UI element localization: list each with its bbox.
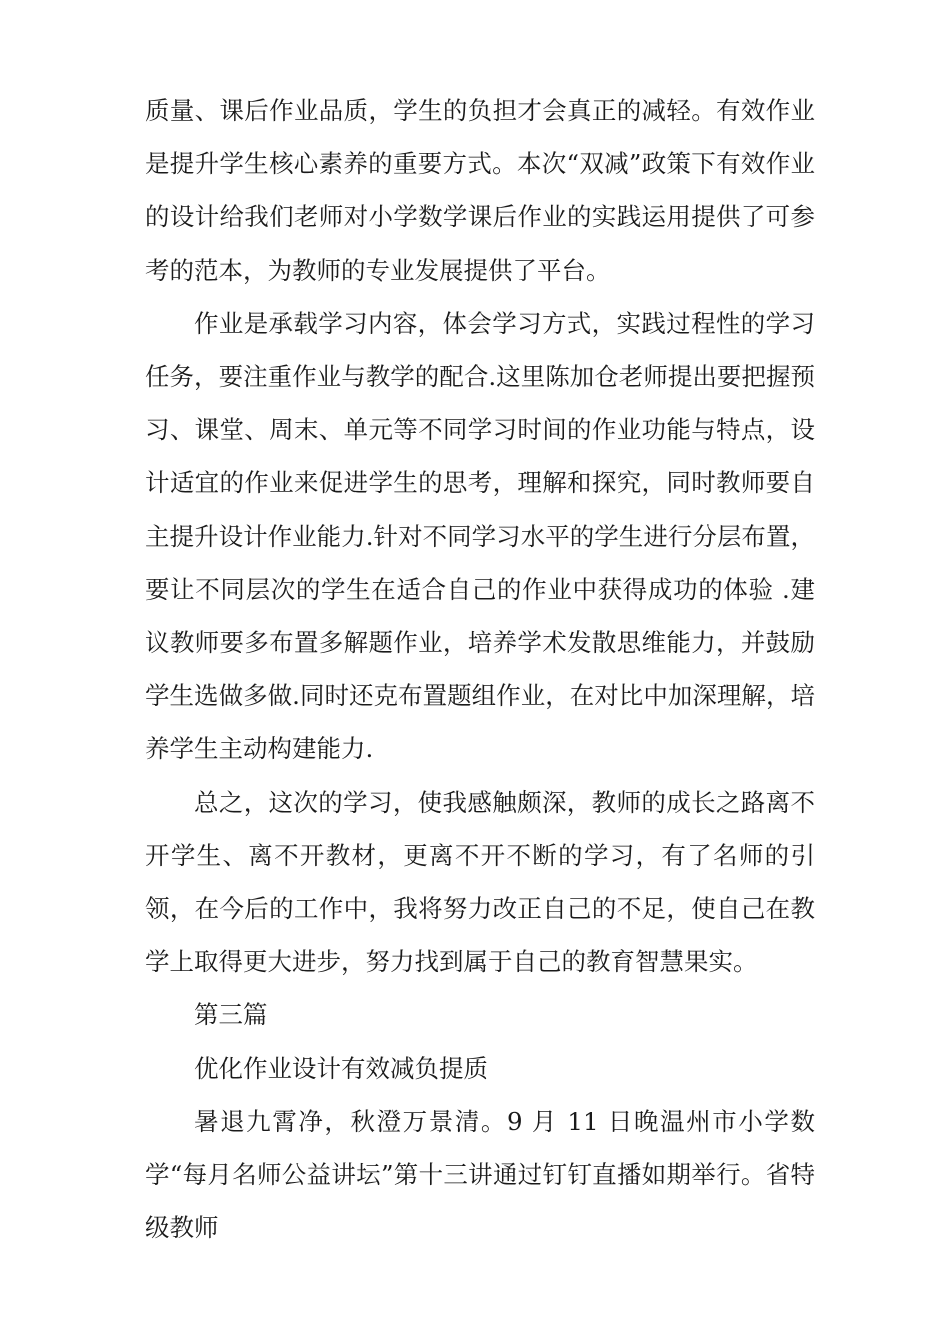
section-label: 第三篇 xyxy=(194,1000,268,1030)
section-title: 优化作业设计有效减负提质 xyxy=(194,1053,488,1083)
paragraph-homework-design: 作业是承载学习内容，体会学习方式，实践过程性的学习任务，要注重作业与教学的配合.这里陈加仓老师提出要把握预习、课堂、周末、单元等不同学习时间的作业功能与特点，设计适宜的作业来促进学生的思考，理解和探究，同时教师要自主提升设计作业能力.针对不同学习水平的学生进行分层布置，要让不同层次的学生在适合自己的作业中获得成功的体验 .建议教师要多布置多解题作业，培养学术发散思维能力，并鼓励学生选做多做.同时还克布置题组作业，在对比中加深理解，培养学生主动构建能力. xyxy=(145,308,815,764)
document-body xyxy=(145,84,815,1254)
paragraph-summary: 总之，这次的学习，使我感触颇深，教师的成长之路离不开学生、离不开教材，更离不开不断的学习，有了名师的引领，在今后的工作中，我将努力改正自己的不足，使自己在教学上取得更大进步，努力找到属于自己的教育智慧果实。 xyxy=(145,787,815,977)
paragraph-intro: 暑退九霄净，秋澄万景清。9 月 11 日晚温州市小学数学“每月名师公益讲坛”第十三讲通过钉钉直播如期举行。省特级教师 xyxy=(145,1106,815,1243)
paragraph-continuation: 质量、课后作业品质，学生的负担才会真正的减轻。有效作业是提升学生核心素养的重要方式。本次“双减”政策下有效作业的设计给我们老师对小学数学课后作业的实践运用提供了可参考的范本，为教师的专业发展提供了平台。 xyxy=(145,96,815,285)
